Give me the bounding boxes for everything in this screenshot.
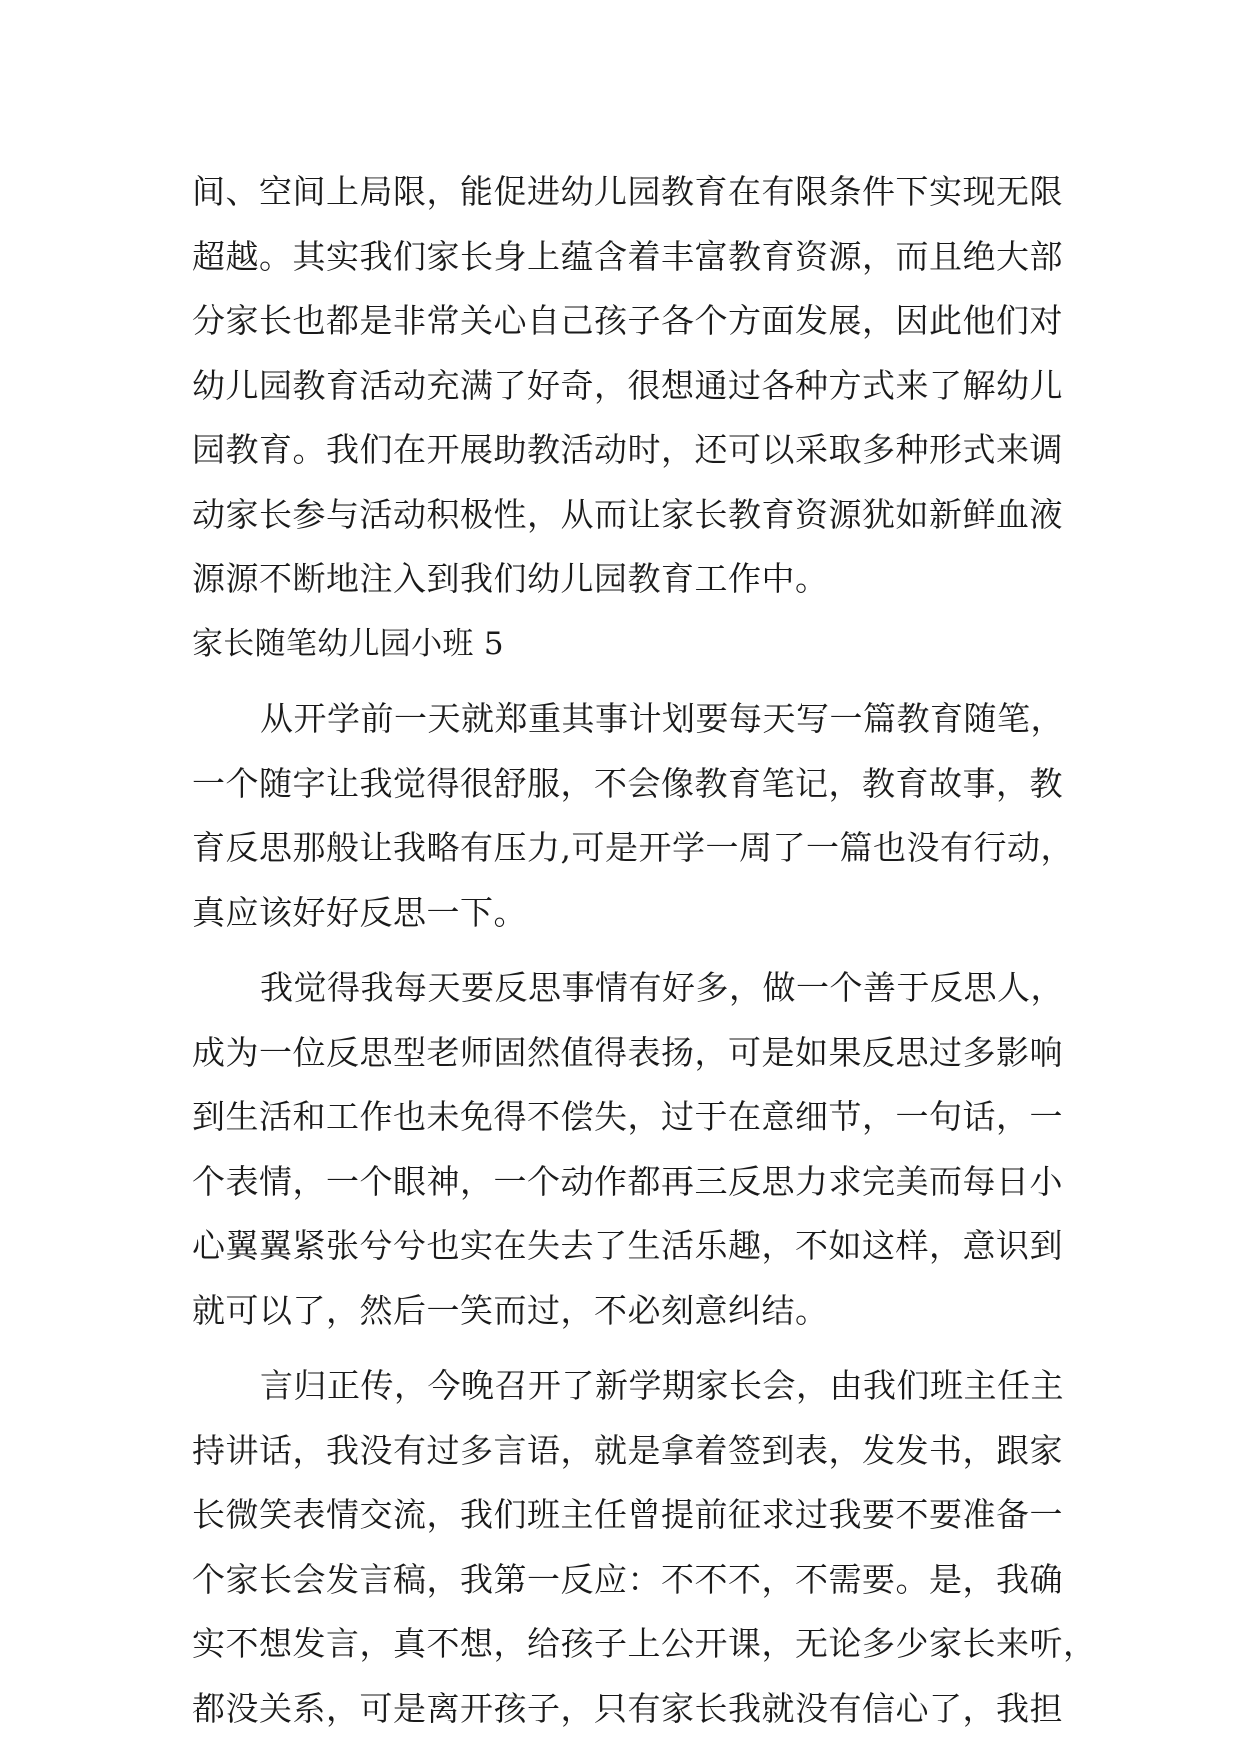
text-line: 就可以了，然后一笑而过，不必刻意纠结。 [192, 1290, 829, 1330]
text-line: 持讲话，我没有过多言语，就是拿着签到表，发发书，跟家 [192, 1430, 1063, 1470]
paragraph-1 [192, 687, 1074, 945]
text-line: 实不想发言，真不想，给孩子上公开课，无论多少家长来听， [192, 1624, 1097, 1663]
section-heading: 家长随笔幼儿园小班 5 [192, 625, 504, 662]
text-line: 超越。其实我们家长身上蕴含着丰富教育资源，而且绝大部 [192, 236, 1063, 276]
text-line: 都没关系，可是离开孩子，只有家长我就没有信心了，我担 [192, 1688, 1063, 1728]
text-line: 长微笑表情交流，我们班主任曾提前征求过我要不要准备一 [192, 1495, 1063, 1534]
paragraph-2 [192, 956, 1064, 1343]
text-line: 成为一位反思型老师固然值得表扬，可是如果反思过多影响 [192, 1032, 1063, 1072]
text-line: 到生活和工作也未免得不偿失，过于在意细节，一句话，一 [192, 1097, 1063, 1136]
text-line: 间、空间上局限，能促进幼儿园教育在有限条件下实现无限 [192, 172, 1063, 211]
text-line: 心翼翼紧张兮兮也实在失去了生活乐趣，不如这样，意识到 [192, 1226, 1063, 1265]
text-line: 个表情，一个眼神，一个动作都再三反思力求完美而每日小 [192, 1161, 1063, 1201]
text-line: 动家长参与活动积极性，从而让家长教育资源犹如新鲜血液 [192, 494, 1063, 534]
text-line: 个家长会发言稿，我第一反应：不不不，不需要。是，我确 [192, 1559, 1063, 1599]
text-line: 我觉得我每天要反思事情有好多，做一个善于反思人， [260, 968, 1064, 1007]
document-page [192, 160, 1097, 1752]
text-line: 分家长也都是非常关心自己孩子各个方面发展，因此他们对 [192, 301, 1063, 340]
text-line: 一个随字让我觉得很舒服，不会像教育笔记，教育故事，教 [192, 763, 1063, 803]
text-line: 从开学前一天就郑重其事计划要每天写一篇教育随笔， [260, 699, 1064, 738]
text-line: 园教育。我们在开展助教活动时，还可以采取多种形式来调 [192, 430, 1063, 469]
text-line: 源源不断地注入到我们幼儿园教育工作中。 [192, 559, 829, 598]
paragraph-3 [192, 1354, 1097, 1741]
text-line: 真应该好好反思一下。 [192, 892, 527, 932]
text-line: 言归正传，今晚召开了新学期家长会，由我们班主任主 [260, 1366, 1064, 1405]
text-line: 育反思那般让我略有压力,可是开学一周了一篇也没有行动， [192, 828, 1074, 867]
text-line: 幼儿园教育活动充满了好奇，很想通过各种方式来了解幼儿 [192, 365, 1063, 405]
paragraph-continuation [192, 160, 1063, 612]
